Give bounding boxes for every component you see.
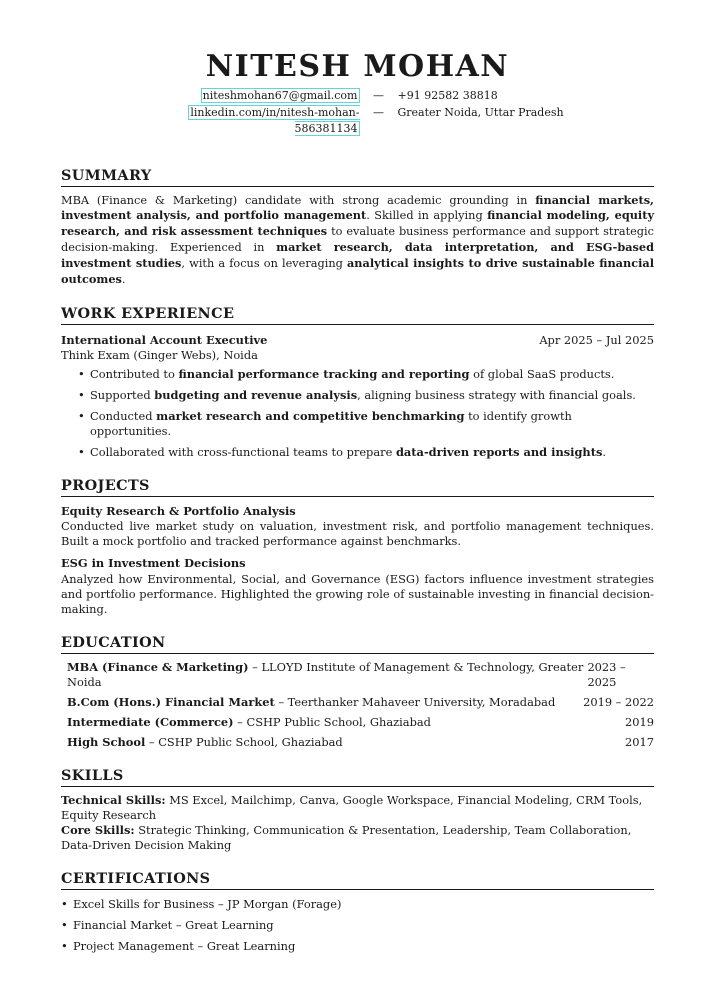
phone-number: +91 92582 38818 <box>397 89 498 102</box>
emphasis-text: market research, data interpretation, and ESG-based investment studies <box>61 240 654 271</box>
education-years: 2019 – 2022 <box>583 694 654 709</box>
certification-item: • Project Management – Great Learning <box>61 939 654 954</box>
job-dates: Apr 2025 – Jul 2025 <box>539 332 654 347</box>
text-run: Conducted <box>90 409 157 424</box>
text-run: Contributed to <box>90 367 179 382</box>
emphasis-text: analytical insights to drive sustainable financial outcomes <box>61 256 654 287</box>
certifications-heading: CERTIFICATIONS <box>61 869 654 890</box>
school-name: – CSHP Public School, Ghaziabad <box>233 714 431 729</box>
emphasis-text: financial markets, investment analysis, and portfolio management <box>61 192 654 223</box>
project-title: Equity Research & Portfolio Analysis <box>61 504 296 519</box>
text-run: MBA (Finance & Marketing) candidate with strong academic grounding in <box>61 193 536 207</box>
education-years: 2023 – 2025 <box>587 659 626 689</box>
job-title: International Account Executive <box>61 332 268 347</box>
project-title: ESG in Investment Decisions <box>61 556 246 571</box>
linkedin-link[interactable]: linkedin.com/in/nitesh-mohan-586381134 <box>190 105 360 135</box>
education-row <box>67 735 654 750</box>
job-company: Think Exam (Ginger Webs), Noida <box>61 348 258 363</box>
emphasis-text: financial modeling, equity research, and risk assessment techniques <box>61 208 655 239</box>
contact-row-1 <box>61 88 654 105</box>
project-item <box>61 504 654 549</box>
certification-item: • Excel Skills for Business – JP Morgan (Forage) <box>61 897 654 912</box>
job-bullet <box>78 409 654 439</box>
projects-heading: PROJECTS <box>61 476 654 497</box>
text-run: . <box>602 445 607 460</box>
contact-block <box>61 88 654 138</box>
experience-heading: WORK EXPERIENCE <box>61 304 654 325</box>
degree-name: MBA (Finance & Marketing) <box>67 659 249 674</box>
text-run: to identify growth opportunities. <box>90 409 572 439</box>
summary-heading: SUMMARY <box>61 166 654 187</box>
emphasis-text: financial performance tracking and reporting <box>178 367 470 382</box>
certification-item: • Financial Market – Great Learning <box>61 918 654 933</box>
contact-row-2 <box>61 105 654 138</box>
text-run: Collaborated with cross-functional teams to prepare <box>90 445 396 460</box>
education-years: 2019 <box>625 714 654 729</box>
text-run: , with a focus on leveraging <box>181 257 347 271</box>
emphasis-text: data-driven reports and insights <box>395 445 603 460</box>
education-row <box>67 695 654 710</box>
education-years: 2017 <box>625 734 654 749</box>
core-skills <box>61 823 654 853</box>
email-link[interactable]: niteshmohan67@gmail.com <box>202 89 358 102</box>
education-heading: EDUCATION <box>61 633 654 654</box>
technical-skills <box>61 793 654 823</box>
education-section <box>61 633 654 750</box>
degree-name: High School <box>67 734 146 749</box>
experience-section <box>61 304 654 460</box>
skills-heading: SKILLS <box>61 766 654 787</box>
technical-skills-value: MS Excel, Mailchimp, Canva, Google Workspace, Financial Modeling, CRM Tools, Equity Research <box>61 792 643 822</box>
projects-section <box>61 476 654 616</box>
core-skills-label: Core Skills: <box>61 823 135 837</box>
certifications-section <box>61 869 654 954</box>
project-description: Conducted live market study on valuation, investment risk, and portfolio management techniques. Built a mock portfolio and tracked performance against benchmarks. <box>61 519 654 549</box>
emphasis-text: budgeting and revenue analysis <box>154 388 358 403</box>
candidate-name: NITESH MOHAN <box>205 49 510 84</box>
text-run: of global SaaS products. <box>469 367 615 382</box>
project-list <box>61 504 654 616</box>
location: Greater Noida, Uttar Pradesh <box>397 105 564 119</box>
job-header <box>61 333 654 348</box>
technical-skills-label: Technical Skills: <box>61 792 166 807</box>
core-skills-value: Strategic Thinking, Communication & Presentation, Leadership, Team Collaboration, Data-Driven Decision Making <box>61 823 632 853</box>
school-name: – LLOYD Institute of Management & Technology, Greater Noida <box>67 659 584 689</box>
text-run: , aligning business strategy with financial goals. <box>357 388 636 403</box>
text-run: Supported <box>90 388 155 403</box>
summary-paragraph <box>61 193 654 288</box>
degree-name: B.Com (Hons.) Financial Market <box>67 694 275 709</box>
emphasis-text: market research and competitive benchmarking <box>156 409 465 424</box>
project-description: Analyzed how Environmental, Social, and Governance (ESG) factors influence investment strategies and portfolio performance. Highlighted the growing role of sustainable investing in financial decision-making. <box>61 571 654 616</box>
school-name: – Teerthanker Mahaveer University, Moradabad <box>274 694 556 709</box>
job-bullet <box>78 388 654 403</box>
skills-section <box>61 766 654 853</box>
education-row <box>67 660 654 690</box>
project-item <box>61 556 654 616</box>
text-run: to evaluate business performance and support strategic decision-making. Experienced in <box>61 225 654 255</box>
education-list <box>67 660 654 750</box>
text-run: . <box>121 273 126 287</box>
job-bullet <box>78 445 654 460</box>
school-name: – CSHP Public School, Ghaziabad <box>145 734 343 749</box>
contact-separator: — <box>373 89 384 102</box>
certification-list <box>61 897 654 954</box>
degree-name: Intermediate (Commerce) <box>67 714 234 729</box>
contact-separator: — <box>373 105 384 119</box>
job-bullets <box>61 367 654 460</box>
education-row <box>67 715 654 730</box>
job-bullet <box>78 367 654 382</box>
text-run: . Skilled in applying <box>366 209 488 223</box>
